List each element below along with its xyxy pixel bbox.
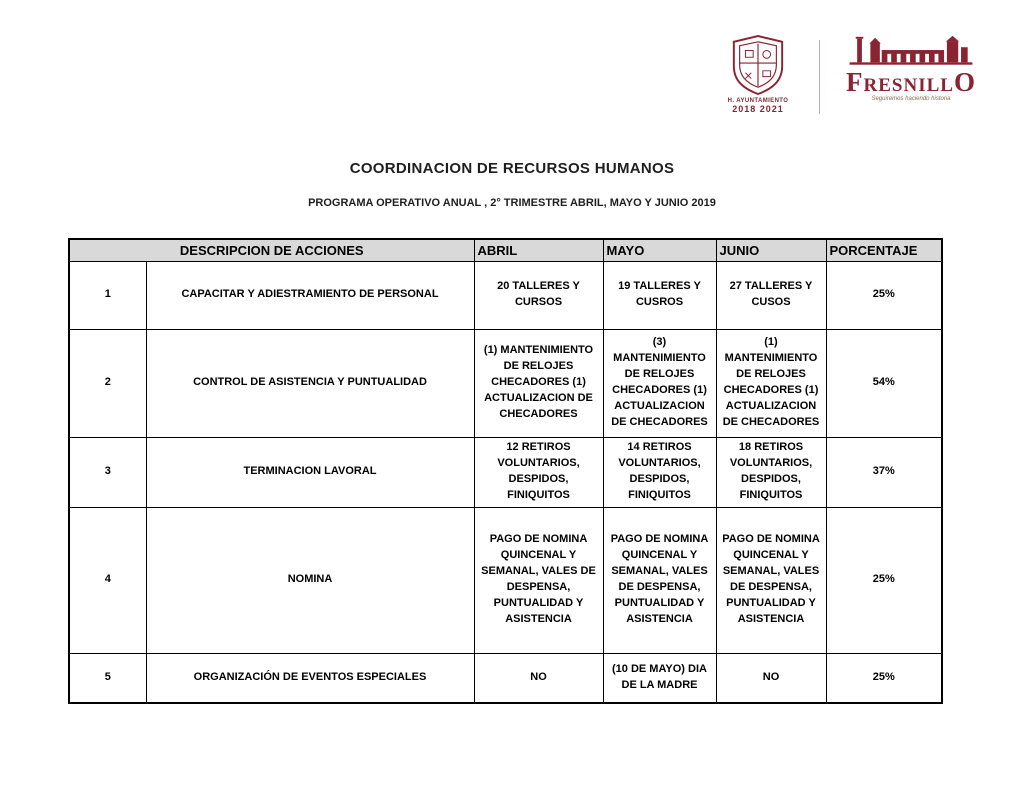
cell-descripcion: ORGANIZACIÓN DE EVENTOS ESPECIALES [146, 653, 474, 703]
brand-name: FresnillO [846, 67, 976, 97]
cell-row-number: 5 [69, 653, 146, 703]
table-row [69, 437, 942, 507]
cell-row-number: 1 [69, 261, 146, 329]
cell-junio: NO [716, 653, 826, 703]
brand-tagline: Seguiremos haciendo historia [871, 96, 951, 102]
brand-block [836, 34, 986, 102]
poa-table [68, 238, 943, 704]
cell-porcentaje: 37% [826, 437, 942, 507]
shield-icon [713, 34, 803, 96]
cell-junio: PAGO DE NOMINA QUINCENAL Y SEMANAL, VALES DE DESPENSA, PUNTUALIDAD Y ASISTENCIA [716, 507, 826, 653]
cell-porcentaje: 25% [826, 507, 942, 653]
header-abril: ABRIL [474, 239, 603, 261]
cell-row-number: 3 [69, 437, 146, 507]
cell-mayo: PAGO DE NOMINA QUINCENAL Y SEMANAL, VALES DE DESPENSA, PUNTUALIDAD Y ASISTENCIA [603, 507, 716, 653]
cell-abril: PAGO DE NOMINA QUINCENAL Y SEMANAL, VALES DE DESPENSA, PUNTUALIDAD Y ASISTENCIA [474, 507, 603, 653]
building-icon [836, 34, 986, 68]
cell-descripcion: NOMINA [146, 507, 474, 653]
table-row [69, 261, 942, 329]
cell-mayo: 19 TALLERES Y CUSROS [603, 261, 716, 329]
cell-row-number: 4 [69, 507, 146, 653]
table-header-row [69, 239, 942, 261]
table-row [69, 507, 942, 653]
header-mayo: MAYO [603, 239, 716, 261]
page-subtitle: PROGRAMA OPERATIVO ANUAL , 2° TRIMESTRE ABRIL, MAYO Y JUNIO 2019 [308, 197, 716, 209]
cell-porcentaje: 54% [826, 329, 942, 437]
cell-porcentaje: 25% [826, 653, 942, 703]
header-porcentaje: PORCENTAJE [826, 239, 942, 261]
municipality-label: H. AYUNTAMIENTO [727, 98, 789, 104]
cell-descripcion: CAPACITAR Y ADIESTRAMIENTO DE PERSONAL [146, 261, 474, 329]
cell-porcentaje: 25% [826, 261, 942, 329]
cell-mayo: (3) MANTENIMIENTO DE RELOJES CHECADORES (1) ACTUALIZACION DE CHECADORES [603, 329, 716, 437]
header-descripcion: DESCRIPCION DE ACCIONES [69, 239, 474, 261]
cell-junio: 18 RETIROS VOLUNTARIOS, DESPIDOS, FINIQUITOS [716, 437, 826, 507]
cell-abril: (1) MANTENIMIENTO DE RELOJES CHECADORES (1) ACTUALIZACION DE CHECADORES [474, 329, 603, 437]
cell-descripcion: CONTROL DE ASISTENCIA Y PUNTUALIDAD [146, 329, 474, 437]
cell-row-number: 2 [69, 329, 146, 437]
cell-junio: (1) MANTENIMIENTO DE RELOJES CHECADORES (1) ACTUALIZACION DE CHECADORES [716, 329, 826, 437]
page-title: COORDINACION DE RECURSOS HUMANOS [349, 160, 675, 177]
header-logo [713, 34, 986, 114]
cell-abril: NO [474, 653, 603, 703]
cell-abril: 12 RETIROS VOLUNTARIOS, DESPIDOS, FINIQUITOS [474, 437, 603, 507]
logo-divider [819, 40, 820, 114]
cell-mayo: 14 RETIROS VOLUNTARIOS, DESPIDOS, FINIQUITOS [603, 437, 716, 507]
cell-junio: 27 TALLERES Y CUSOS [716, 261, 826, 329]
cell-abril: 20 TALLERES Y CURSOS [474, 261, 603, 329]
table-row [69, 329, 942, 437]
cell-mayo: (10 DE MAYO) DIA DE LA MADRE [603, 653, 716, 703]
cell-descripcion: TERMINACION LAVORAL [146, 437, 474, 507]
coat-of-arms [713, 34, 803, 114]
table-row [69, 653, 942, 703]
header-junio: JUNIO [716, 239, 826, 261]
term-years-label: 2018 2021 [732, 104, 784, 114]
